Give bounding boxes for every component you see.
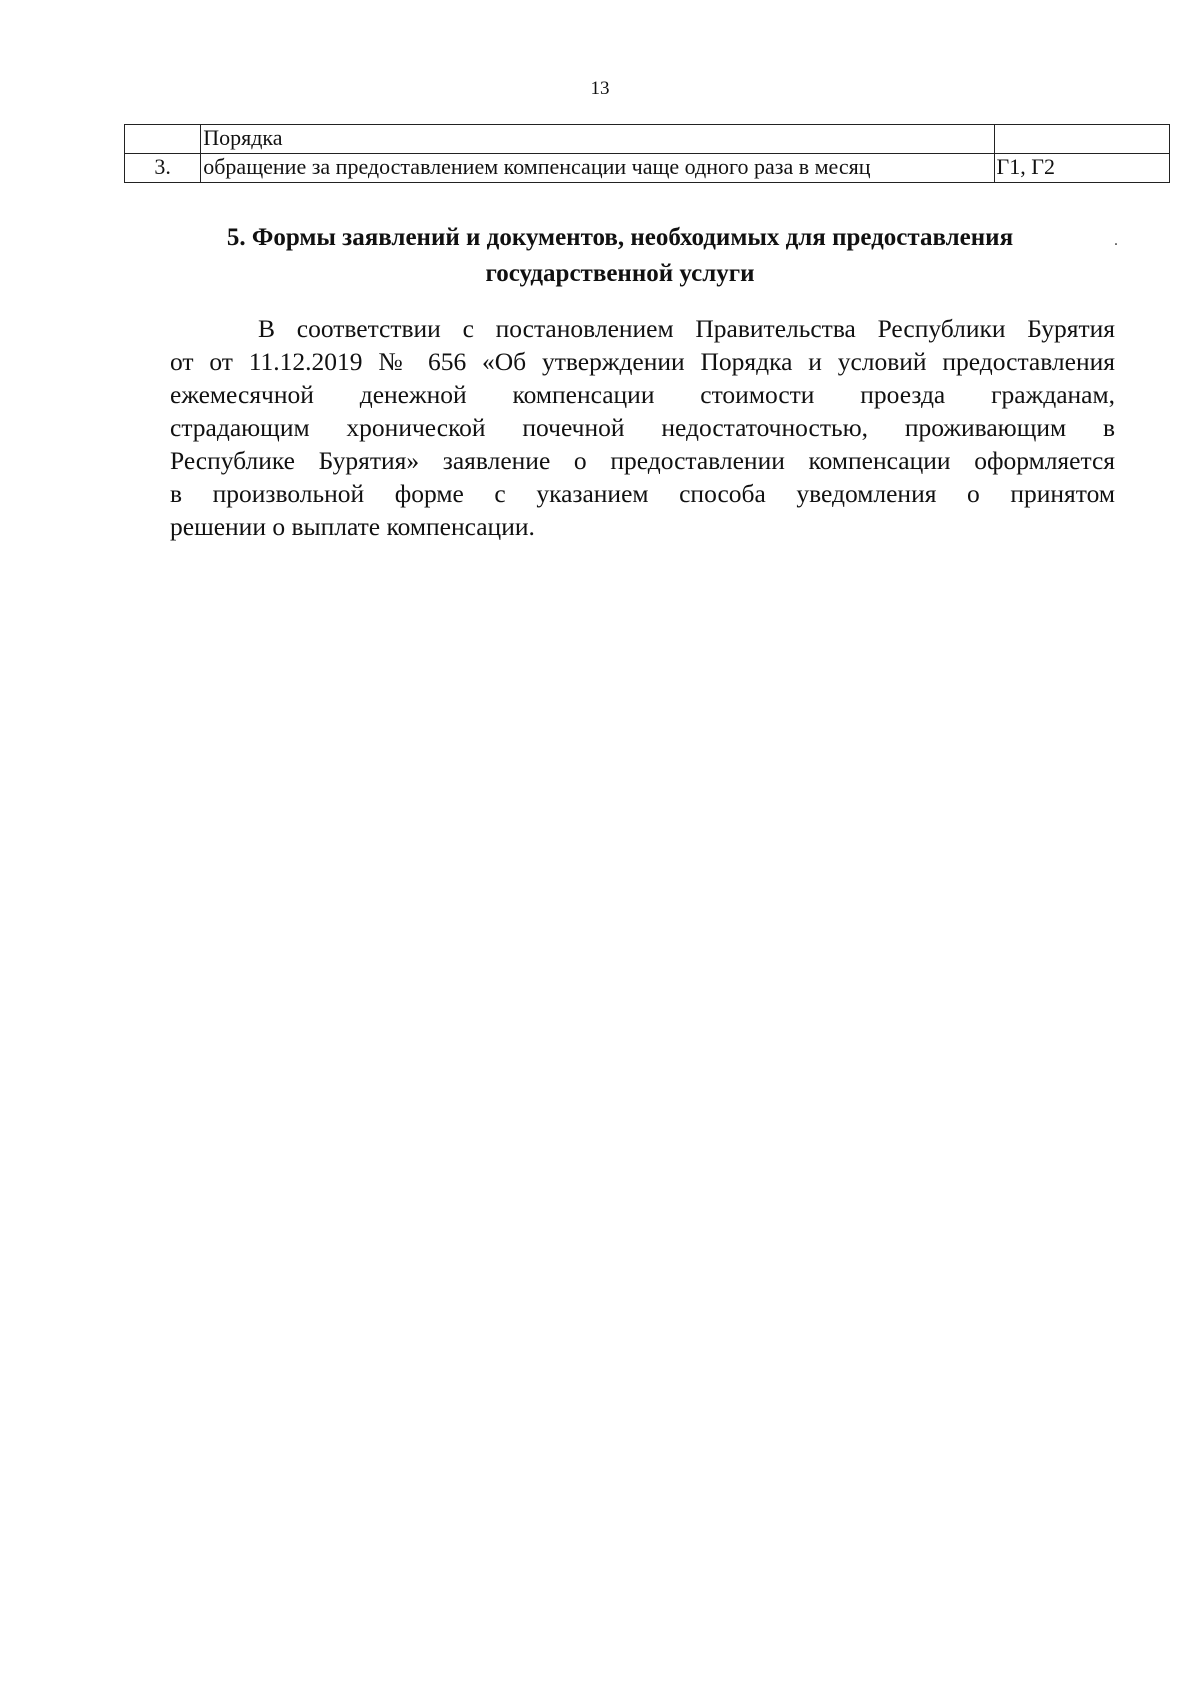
page-number: 13	[590, 78, 610, 99]
paragraph-line: В соответствии с постановлением Правительства Республики Бурятия	[258, 314, 1115, 343]
paragraph-line: ежемесячной денежной компенсации стоимости проезда гражданам,	[170, 380, 1115, 409]
table-row	[125, 154, 1170, 183]
table-cell-code: Г1, Г2	[994, 154, 1169, 183]
section-title-line: государственной услуги	[485, 260, 755, 287]
table-cell-code	[994, 125, 1169, 154]
section-title	[150, 220, 1090, 292]
scan-artifact-dot: .	[1114, 232, 1118, 249]
paragraph-line: в произвольной форме с указанием способа уведомления о принятом	[170, 479, 1115, 508]
table-cell-text: обращение за предоставлением компенсации чаще одного раза в месяц	[201, 154, 994, 183]
table-cell-num	[125, 125, 201, 154]
section-title-line: 5. Формы заявлений и документов, необходимых для предоставления	[226, 224, 1014, 251]
paragraph-line: решении о выплате компенсации.	[170, 512, 535, 541]
paragraph-line: страдающим хронической почечной недостаточностью, проживающим в	[170, 413, 1115, 442]
table-cell-num: 3.	[125, 154, 201, 183]
table-cell-text: Порядка	[201, 125, 994, 154]
paragraph-line: Республике Бурятия» заявление о предоставлении компенсации оформляется	[170, 446, 1115, 475]
paragraph-line: от от 11.12.2019 № 656 «Об утверждении Порядка и условий предоставления	[170, 347, 1115, 376]
table-row	[125, 125, 1170, 154]
body-paragraph	[170, 312, 1115, 543]
conditions-table	[124, 124, 1170, 183]
